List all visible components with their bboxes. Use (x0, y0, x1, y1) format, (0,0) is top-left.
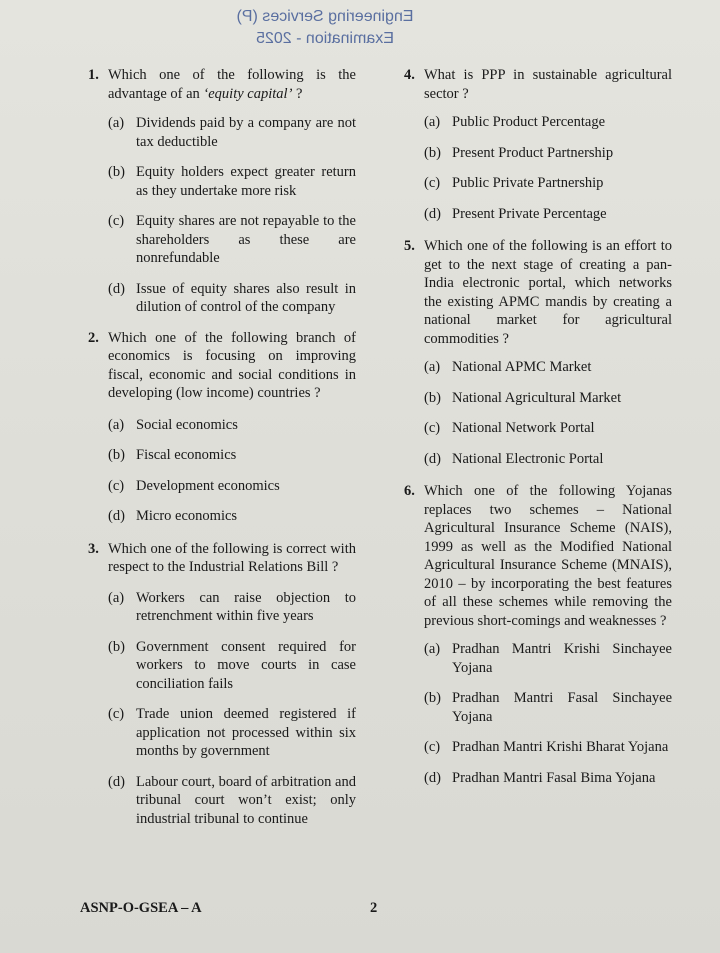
page-number: 2 (370, 900, 378, 916)
option-d: (d) Issue of equity shares also result in dilution of control of the company (108, 280, 356, 315)
option-d: (d) Present Private Percentage (424, 205, 607, 222)
question-text: Which one of the following Yojanas replaces two schemes – National Agricultural Insurance Scheme (NAIS), 1999 as well as the Modified National Agricultural Insurance Scheme (MNAIS), 2010 – by incorporating the best features of all these schemes while removing the previous short-comings and weaknesses ? (424, 483, 672, 629)
option-b: (b) Government consent required for workers to move courts in case conciliation fails (108, 638, 356, 692)
option-c: (c) Equity shares are not repayable to the shareholders as these are nonrefundable (108, 213, 356, 266)
question-number: 2. (88, 329, 99, 346)
option-a: (a) Dividends paid by a company are not tax deductible (108, 115, 356, 150)
option-b: (b) National Agricultural Market (424, 389, 622, 406)
question-5 (404, 237, 672, 468)
question-number: 3. (88, 540, 99, 557)
question-text: Which one of the following branch of economics is focusing on improving fiscal, economic and social conditions in developing (low income) countries ? (108, 329, 356, 401)
left-column (88, 66, 356, 842)
option-b: (b) Pradhan Mantri Fasal Sinchayee Yojana (424, 690, 672, 725)
question-6 (404, 482, 672, 787)
stamp-line-2: Examination - 2025 (256, 30, 394, 47)
question-text: Which one of the following is the advantage of an ‘equity capital’ ? (108, 67, 356, 102)
option-d: (d) Labour court, board of arbitration and tribunal court won’t exist; only industrial tribunal to continue (108, 773, 356, 827)
question-text: Which one of the following is correct with respect to the Industrial Relations Bill ? (108, 540, 356, 575)
question-3 (88, 540, 356, 829)
option-d: (d) National Electronic Portal (424, 450, 604, 467)
examination-stamp (230, 6, 420, 50)
question-2 (88, 329, 356, 526)
option-a: (a) Pradhan Mantri Krishi Sinchayee Yojana (424, 641, 672, 676)
option-b: (b) Fiscal economics (108, 447, 237, 463)
question-number: 4. (404, 67, 415, 83)
option-c: (c) Development economics (108, 477, 280, 494)
option-b: (b) Present Product Partnership (424, 144, 614, 161)
option-c: (c) Pradhan Mantri Krishi Bharat Yojana (424, 739, 669, 755)
question-emphasis: ‘equity capital’ (203, 85, 293, 102)
option-b: (b) Equity holders expect greater return as they undertake more risk (108, 164, 356, 199)
question-1 (88, 66, 356, 317)
option-c: (c) National Network Portal (424, 420, 595, 436)
paper-code: ASNP-O-GSEA – A (80, 900, 202, 916)
option-d: (d) Pradhan Mantri Fasal Bima Yojana (424, 769, 656, 786)
question-text: What is PPP in sustainable agricultural sector ? (424, 67, 672, 102)
question-number: 6. (404, 483, 415, 499)
option-a: (a) Public Product Percentage (424, 114, 606, 130)
option-a: (a) Social economics (108, 416, 238, 433)
option-c: (c) Trade union deemed registered if application not processed within six months by government (108, 706, 356, 759)
question-number: 1. (88, 67, 99, 83)
option-d: (d) Micro economics (108, 508, 238, 524)
stamp-line-1: Engineering Services (P) (236, 8, 414, 25)
question-4 (404, 66, 672, 223)
question-number: 5. (404, 238, 415, 254)
option-c: (c) Public Private Partnership (424, 175, 604, 191)
option-a: (a) Workers can raise objection to retrenchment within five years (108, 589, 356, 624)
question-text: Which one of the following is an effort to get to the next stage of creating a pan-India electronic portal, which networks the existing APMC mandis by creating a national market for agricultural commodities ? (424, 238, 672, 347)
option-a: (a) National APMC Market (424, 359, 592, 375)
right-column (404, 66, 672, 801)
